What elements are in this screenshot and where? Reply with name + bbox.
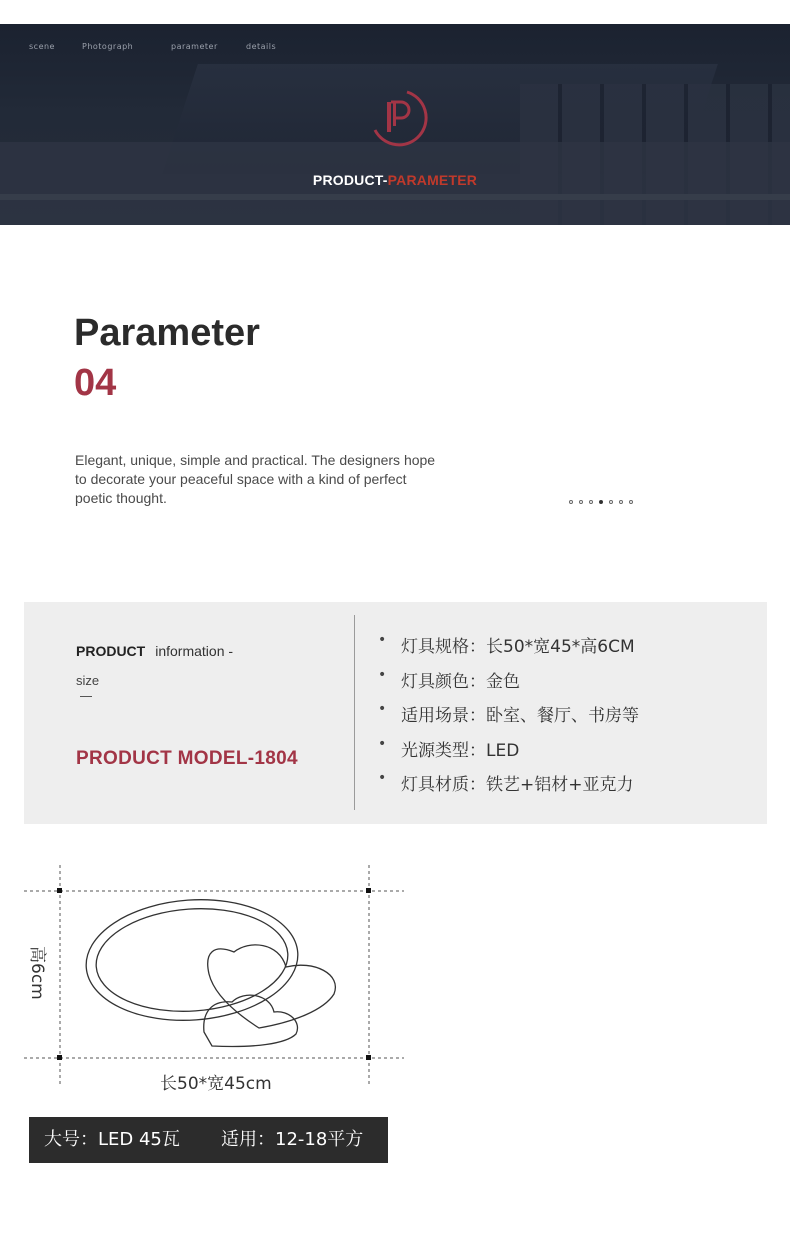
pager-dot[interactable] (579, 500, 583, 504)
size-label: size (76, 673, 100, 688)
product-info-panel (24, 602, 767, 824)
pager-dots[interactable] (569, 500, 633, 504)
dimension-diagram (24, 862, 414, 1094)
pager-dot[interactable] (619, 500, 623, 504)
spec-item: • 灯具颜色：金色 (376, 667, 639, 702)
dimension-guides (24, 865, 404, 1087)
spec-item: • 灯具规格：长50*宽45*高6CM (376, 632, 639, 667)
product-model: PRODUCT MODEL-1804 (76, 748, 298, 769)
height-dimension-label (24, 946, 64, 1006)
nav-item-details[interactable]: details (246, 42, 277, 51)
size-info-bar (29, 1117, 388, 1163)
pager-dot[interactable] (589, 500, 593, 504)
spec-item: • 光源类型：LED (376, 736, 639, 771)
size-dash-divider (80, 696, 92, 697)
lamp-outline-icon (82, 893, 335, 1047)
pager-dot[interactable] (629, 500, 633, 504)
background-beam (0, 194, 790, 200)
spec-item: • 灯具材质：铁艺+铝材+亚克力 (376, 770, 639, 805)
spec-item: • 适用场景：卧室、餐厅、书房等 (376, 701, 639, 736)
nav-item-photograph[interactable]: Photograph (82, 42, 134, 51)
pager-dot[interactable] (569, 500, 573, 504)
size-wattage-text: 大号：LED 45瓦 (44, 1129, 180, 1150)
hero-title-accent: PARAMETER (387, 172, 478, 188)
pager-dot-active[interactable] (599, 500, 603, 504)
coverage-area-text: 适用：12-18平方 (221, 1129, 364, 1150)
hero-title-prefix: PRODUCT- (312, 172, 388, 188)
spec-list (376, 632, 639, 805)
corner-markers (57, 888, 371, 1060)
product-label: PRODUCT (76, 643, 146, 659)
section-title: Parameter (74, 312, 260, 354)
information-label: information - (155, 643, 234, 659)
height-dimension-text: 高6cm (27, 946, 47, 1000)
nav-item-parameter[interactable]: parameter (171, 42, 218, 51)
pager-dot[interactable] (609, 500, 613, 504)
vertical-divider (354, 615, 355, 810)
hero-title (0, 172, 790, 188)
width-dimension-label: 长50*宽45cm (160, 1074, 272, 1094)
nav-item-scene[interactable]: scene (29, 42, 55, 51)
hero-banner (0, 24, 790, 225)
section-description: Elegant, unique, simple and practical. The designers hope to decorate your peaceful space with a kind of perfect poetic thought. (75, 452, 436, 506)
section-number: 04 (74, 362, 117, 404)
brand-logo-icon (367, 86, 429, 148)
product-information-heading (76, 643, 233, 659)
